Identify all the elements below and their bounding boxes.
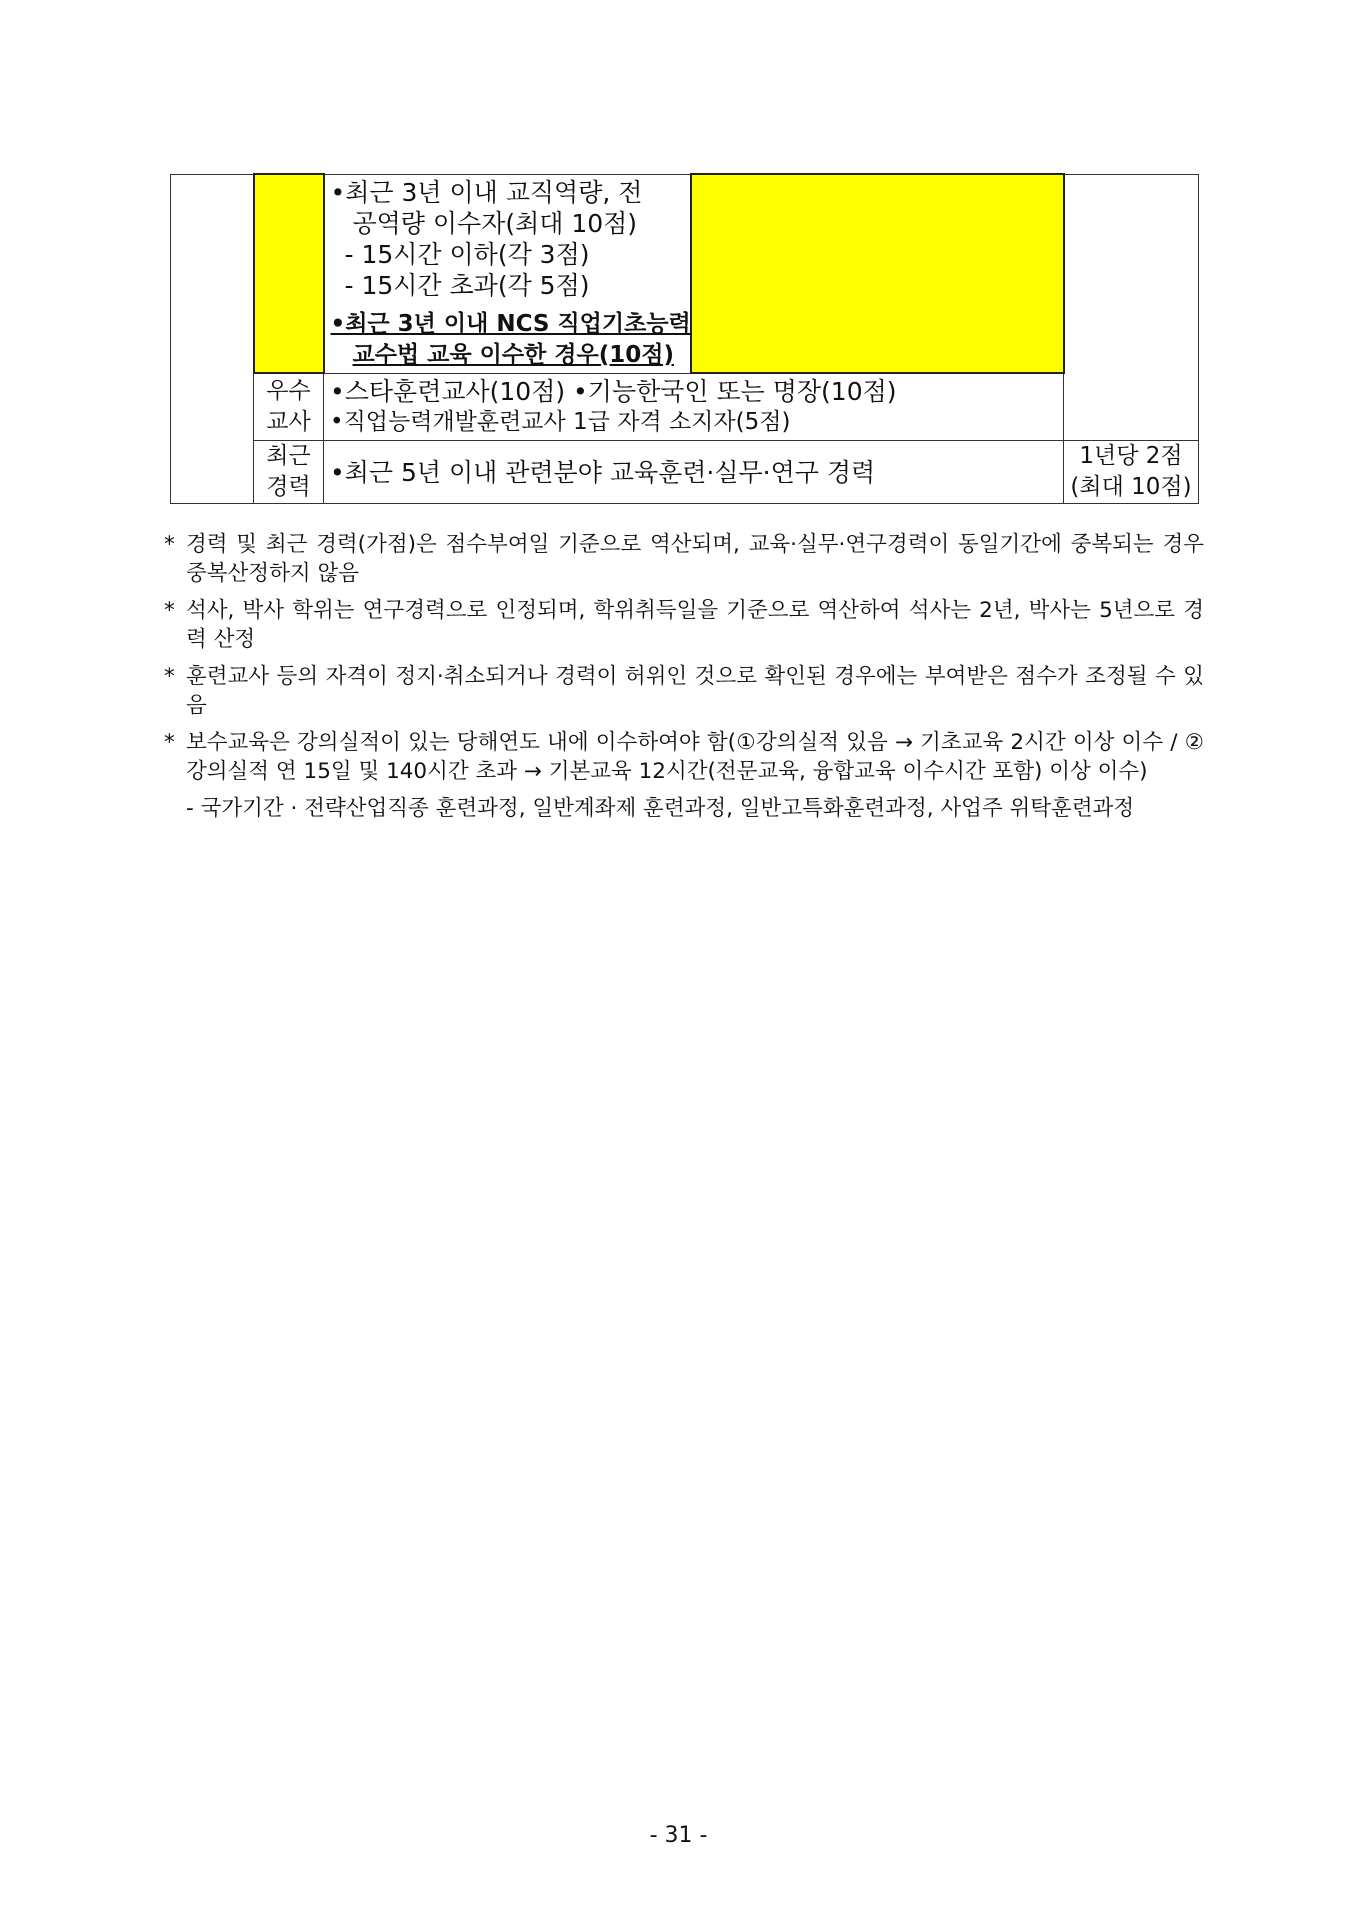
asterisk-mark: * [164,598,175,623]
note-item [164,728,1204,786]
table-row [171,373,1199,441]
note-text: 훈련교사 등의 자격이 정지·취소되거나 경력이 허위인 것으로 확인된 경우에는 부여받은 점수가 조정될 수 있음 [186,664,1204,718]
score-empty-cell [1064,174,1199,441]
content-line: - 15시간 초과(각 5점) [344,270,590,300]
excellent-teacher-category [254,373,324,441]
score-line: (최대 10점) [1070,474,1192,500]
recent-career-content [324,441,1064,504]
category-line: 경력 [266,474,311,500]
content-line: 공역량 이수자(최대 10점) [352,208,638,238]
highlighted-empty-cell [691,174,1064,373]
sub-note: - 국가기간 · 전략산업직종 훈련과정, 일반계좌제 훈련과정, 일반고특화훈련과정, 사업주 위탁훈련과정 [186,796,1135,821]
content-line: •직업능력개발훈련교사 1급 자격 소지자(5점) [330,409,791,435]
content-line: - 15시간 이하(각 3점) [344,239,590,269]
category-line: 교사 [266,409,311,435]
recent-career-score [1064,441,1199,504]
score-table-wrapper [170,173,1198,504]
score-line: 1년당 2점 [1079,443,1183,469]
note-item [164,662,1204,720]
table-row [171,441,1199,504]
content-line: •스타훈련교사(10점) •기능한국인 또는 명장(10점) [330,377,897,406]
asterisk-mark: * [164,730,175,755]
ncs-bold-line: •최근 3년 이내 NCS 직업기초능력 [330,310,691,337]
highlighted-category-cell [254,174,324,373]
content-line: •최근 3년 이내 교직역량, 전 [330,177,643,207]
content-line: •최근 5년 이내 관련분야 교육훈련·실무·연구 경력 [330,457,876,487]
notes-section [164,530,1204,823]
category-line: 우수 [266,378,311,404]
score-table [170,173,1199,504]
note-item [164,596,1204,654]
asterisk-mark: * [164,532,175,557]
category-line: 최근 [266,443,311,469]
competency-content-cell [324,174,691,373]
note-text: 보수교육은 강의실적이 있는 당해연도 내에 이수하여야 함(①강의실적 있음 → 기초교육 2시간 이상 이수 / ②강의실적 연 15일 및 140시간 초과 → 기본교육 12시간(전문교육, 융합교육 이수시간 포함) 이상 이수) [186,730,1204,784]
main-category-cell [171,174,254,504]
note-text: 석사, 박사 학위는 연구경력으로 인정되며, 학위취득일을 기준으로 역산하여 석사는 2년, 박사는 5년으로 경력 산정 [186,598,1204,652]
note-item [164,530,1204,588]
asterisk-mark: * [164,664,175,689]
note-text: 경력 및 최근 경력(가점)은 점수부여일 기준으로 역산되며, 교육·실무·연구경력이 동일기간에 중복되는 경우 중복산정하지 않음 [186,532,1204,586]
excellent-teacher-content [324,373,1064,441]
ncs-bold-line: 교수법 교육 이수한 경우(10점) [352,341,674,368]
table-row [171,174,1199,373]
recent-career-category [254,441,324,504]
page-number: - 31 - [649,1823,708,1848]
